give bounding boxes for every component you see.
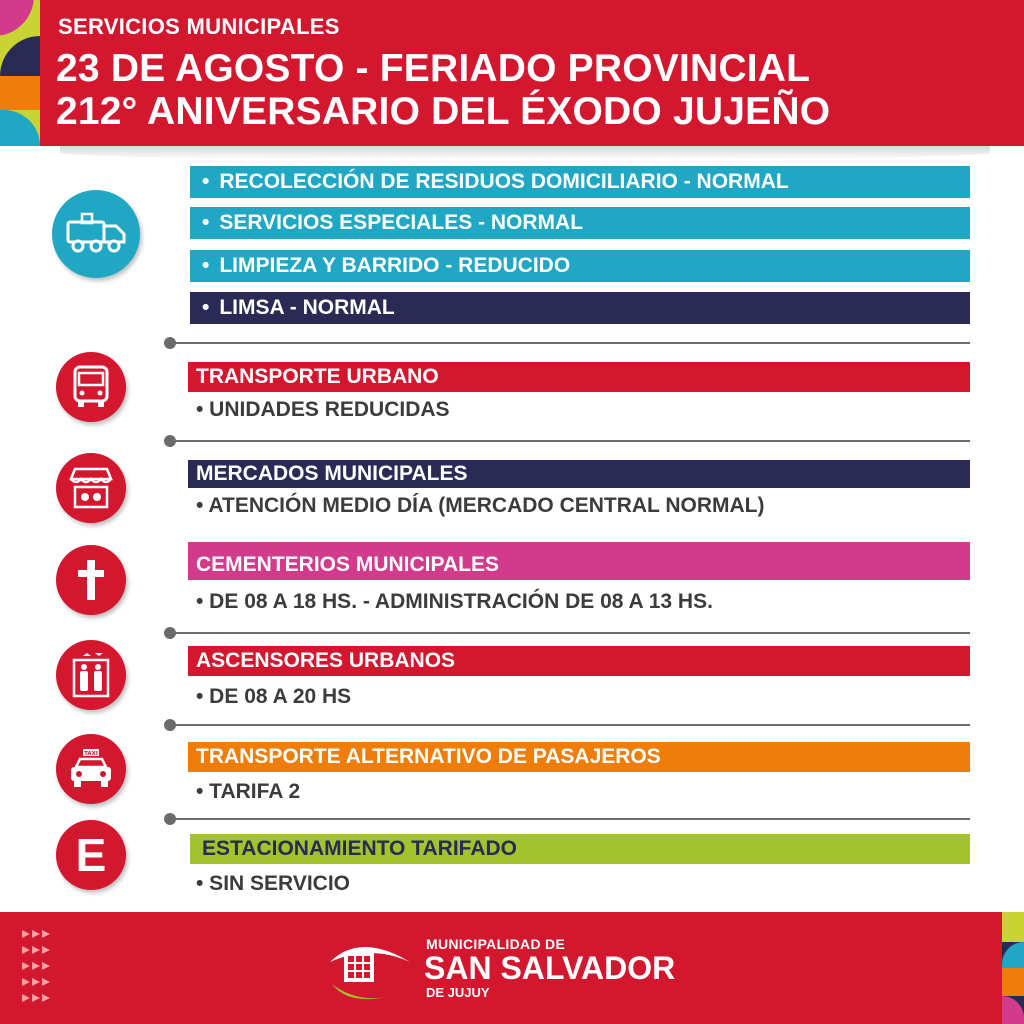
header-decoration — [0, 0, 40, 146]
elevator-icon — [56, 640, 126, 710]
logo-line1: MUNICIPALIDAD DE — [426, 936, 566, 952]
residuos-label: RECOLECCIÓN DE RESIDUOS DOMICILIARIO - NORMAL — [219, 170, 789, 193]
footer-banner — [0, 912, 1024, 1024]
section-detail-mercados: • ATENCIÓN MEDIO DÍA (MERCADO CENTRAL NORMAL) — [196, 494, 765, 517]
section-detail-cementerios: • DE 08 A 18 HS. - ADMINISTRACIÓN DE 08 A 13 HS. — [196, 590, 713, 613]
bus-icon — [56, 352, 126, 422]
cross-icon — [56, 545, 126, 615]
residuos-label: LIMSA - NORMAL — [219, 296, 395, 319]
bullet: • — [202, 170, 210, 193]
separator — [170, 818, 970, 820]
header-title-line2: 212° ANIVERSARIO DEL ÉXODO JUJEÑO — [56, 90, 831, 133]
municipal-logo-icon — [320, 922, 420, 1012]
separator — [170, 440, 970, 442]
section-title-ascensores: ASCENSORES URBANOS — [188, 646, 970, 676]
header-title-line1: 23 DE AGOSTO - FERIADO PROVINCIAL — [56, 47, 811, 90]
header-banner — [0, 0, 1024, 146]
residuos-item-3 — [190, 292, 970, 324]
section-detail-transporte-alternativo: • TARIFA 2 — [196, 780, 301, 803]
garbage-truck-icon — [52, 190, 140, 278]
footer-decoration — [1002, 912, 1024, 1024]
separator — [170, 342, 970, 344]
section-detail-estacionamiento: • SIN SERVICIO — [196, 872, 351, 895]
market-stall-icon — [56, 453, 126, 523]
logo-line3: DE JUJUY — [426, 985, 490, 1000]
section-title-transporte-alternativo: TRANSPORTE ALTERNATIVO DE PASAJEROS — [188, 742, 970, 772]
bullet: • — [202, 211, 210, 234]
section-detail-ascensores: • DE 08 A 20 HS — [196, 685, 352, 708]
residuos-label: LIMPIEZA Y BARRIDO - REDUCIDO — [219, 254, 571, 277]
residuos-item-2 — [190, 250, 970, 282]
logo-line2: SAN SALVADOR — [424, 950, 676, 986]
section-title-estacionamiento: ESTACIONAMIENTO TARIFADO — [190, 834, 970, 864]
section-title-mercados: MERCADOS MUNICIPALES — [188, 460, 970, 488]
header-shadow — [60, 146, 990, 160]
residuos-item-1 — [190, 207, 970, 239]
arrow-decoration — [22, 930, 62, 1010]
section-title-cementerios: CEMENTERIOS MUNICIPALES — [188, 542, 970, 580]
separator — [170, 724, 970, 726]
separator — [170, 632, 970, 634]
header-subtitle: SERVICIOS MUNICIPALES — [58, 14, 340, 39]
bullet: • — [202, 296, 210, 319]
section-detail-transporte-urbano: • UNIDADES REDUCIDAS — [196, 398, 450, 421]
residuos-label: SERVICIOS ESPECIALES - NORMAL — [219, 211, 584, 234]
taxi-icon — [56, 734, 126, 804]
parking-e-icon: E — [56, 820, 126, 890]
bullet: • — [202, 254, 210, 277]
section-title-transporte-urbano: TRANSPORTE URBANO — [188, 362, 970, 392]
residuos-item-0 — [190, 166, 970, 198]
taxi-sign-text: TAXI — [84, 751, 98, 757]
